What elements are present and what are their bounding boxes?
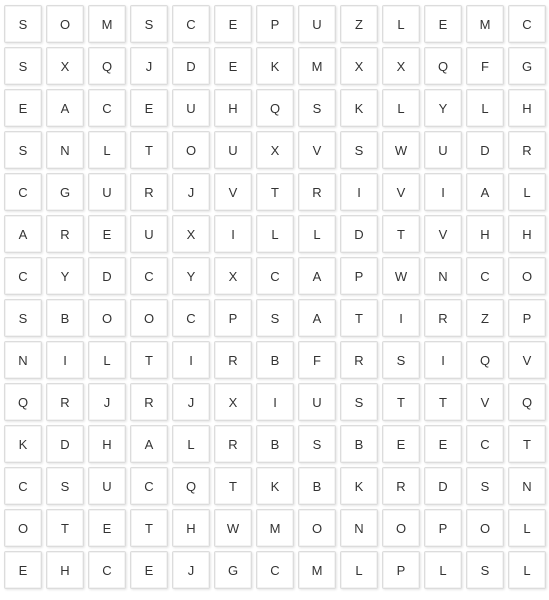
letter-cell[interactable]: H — [508, 89, 546, 127]
letter-cell[interactable]: P — [382, 551, 420, 589]
letter-cell[interactable]: H — [172, 509, 210, 547]
letter-cell[interactable]: A — [298, 299, 336, 337]
letter-cell[interactable]: T — [130, 341, 168, 379]
letter-cell[interactable]: R — [340, 341, 378, 379]
letter-cell[interactable]: Q — [172, 467, 210, 505]
letter-cell[interactable]: J — [172, 173, 210, 211]
letter-cell[interactable]: I — [424, 341, 462, 379]
letter-cell[interactable]: S — [466, 551, 504, 589]
letter-cell[interactable]: Y — [424, 89, 462, 127]
letter-cell[interactable]: N — [508, 467, 546, 505]
letter-cell[interactable]: S — [4, 299, 42, 337]
letter-cell[interactable]: C — [130, 257, 168, 295]
letter-cell[interactable]: S — [340, 383, 378, 421]
letter-cell[interactable]: I — [382, 299, 420, 337]
letter-cell[interactable]: U — [172, 89, 210, 127]
letter-cell[interactable]: M — [88, 5, 126, 43]
letter-cell[interactable]: K — [4, 425, 42, 463]
letter-cell[interactable]: K — [340, 467, 378, 505]
letter-cell[interactable]: D — [172, 47, 210, 85]
letter-cell[interactable]: V — [382, 173, 420, 211]
letter-cell[interactable]: X — [340, 47, 378, 85]
letter-cell[interactable]: X — [256, 131, 294, 169]
letter-cell[interactable]: Q — [88, 47, 126, 85]
letter-cell[interactable]: C — [466, 425, 504, 463]
letter-cell[interactable]: Z — [466, 299, 504, 337]
letter-cell[interactable]: I — [424, 173, 462, 211]
letter-cell[interactable]: E — [4, 89, 42, 127]
letter-cell[interactable]: G — [46, 173, 84, 211]
letter-cell[interactable]: U — [424, 131, 462, 169]
letter-cell[interactable]: C — [256, 257, 294, 295]
letter-cell[interactable]: L — [382, 5, 420, 43]
letter-cell[interactable]: Q — [424, 47, 462, 85]
letter-cell[interactable]: T — [382, 215, 420, 253]
letter-cell[interactable]: X — [214, 257, 252, 295]
letter-cell[interactable]: O — [466, 509, 504, 547]
letter-cell[interactable]: H — [214, 89, 252, 127]
letter-cell[interactable]: Y — [172, 257, 210, 295]
letter-cell[interactable]: E — [214, 5, 252, 43]
letter-cell[interactable]: L — [508, 173, 546, 211]
letter-cell[interactable]: V — [466, 383, 504, 421]
letter-cell[interactable]: O — [298, 509, 336, 547]
letter-cell[interactable]: L — [256, 215, 294, 253]
letter-cell[interactable]: R — [130, 383, 168, 421]
letter-cell[interactable]: D — [340, 215, 378, 253]
letter-cell[interactable]: C — [88, 551, 126, 589]
letter-cell[interactable]: L — [298, 215, 336, 253]
letter-cell[interactable]: X — [46, 47, 84, 85]
letter-cell[interactable]: M — [298, 551, 336, 589]
letter-cell[interactable]: R — [298, 173, 336, 211]
letter-cell[interactable]: S — [4, 47, 42, 85]
letter-cell[interactable]: E — [88, 215, 126, 253]
word-search-grid — [3, 4, 549, 592]
letter-cell[interactable]: T — [46, 509, 84, 547]
letter-cell[interactable]: O — [4, 509, 42, 547]
letter-cell[interactable]: W — [382, 131, 420, 169]
letter-cell[interactable]: A — [4, 215, 42, 253]
letter-cell[interactable]: U — [214, 131, 252, 169]
letter-cell[interactable]: E — [424, 5, 462, 43]
letter-cell[interactable]: S — [130, 5, 168, 43]
letter-cell[interactable]: U — [298, 5, 336, 43]
letter-cell[interactable]: J — [130, 47, 168, 85]
letter-cell[interactable]: B — [340, 425, 378, 463]
letter-cell[interactable]: C — [466, 257, 504, 295]
letter-cell[interactable]: V — [298, 131, 336, 169]
letter-cell[interactable]: M — [256, 509, 294, 547]
letter-cell[interactable]: C — [508, 5, 546, 43]
letter-cell[interactable]: J — [172, 551, 210, 589]
letter-cell[interactable]: S — [466, 467, 504, 505]
letter-cell[interactable]: A — [46, 89, 84, 127]
letter-cell[interactable]: Q — [4, 383, 42, 421]
letter-cell[interactable]: I — [172, 341, 210, 379]
letter-cell[interactable]: S — [340, 131, 378, 169]
letter-cell[interactable]: I — [46, 341, 84, 379]
letter-cell[interactable]: Q — [508, 383, 546, 421]
letter-cell[interactable]: A — [130, 425, 168, 463]
letter-cell[interactable]: T — [340, 299, 378, 337]
letter-cell[interactable]: P — [256, 5, 294, 43]
letter-cell[interactable]: C — [4, 257, 42, 295]
letter-cell[interactable]: C — [88, 89, 126, 127]
letter-cell[interactable]: N — [46, 131, 84, 169]
letter-cell[interactable]: P — [340, 257, 378, 295]
letter-cell[interactable]: C — [4, 467, 42, 505]
letter-cell[interactable]: O — [88, 299, 126, 337]
letter-cell[interactable]: K — [340, 89, 378, 127]
letter-cell[interactable]: D — [88, 257, 126, 295]
letter-cell[interactable]: U — [298, 383, 336, 421]
letter-cell[interactable]: R — [424, 299, 462, 337]
letter-cell[interactable]: H — [508, 215, 546, 253]
letter-cell[interactable]: C — [130, 467, 168, 505]
letter-cell[interactable]: O — [382, 509, 420, 547]
letter-cell[interactable]: F — [466, 47, 504, 85]
letter-cell[interactable]: V — [424, 215, 462, 253]
letter-cell[interactable]: R — [214, 341, 252, 379]
letter-cell[interactable]: U — [88, 173, 126, 211]
letter-cell[interactable]: W — [214, 509, 252, 547]
letter-cell[interactable]: C — [256, 551, 294, 589]
letter-cell[interactable]: T — [130, 131, 168, 169]
letter-cell[interactable]: O — [172, 131, 210, 169]
letter-cell[interactable]: R — [130, 173, 168, 211]
letter-cell[interactable]: R — [214, 425, 252, 463]
letter-cell[interactable]: S — [46, 467, 84, 505]
letter-cell[interactable]: V — [508, 341, 546, 379]
letter-cell[interactable]: H — [46, 551, 84, 589]
letter-cell[interactable]: S — [4, 131, 42, 169]
letter-cell[interactable]: L — [424, 551, 462, 589]
letter-cell[interactable]: T — [214, 467, 252, 505]
letter-cell[interactable]: E — [4, 551, 42, 589]
letter-cell[interactable]: Q — [466, 341, 504, 379]
letter-cell[interactable]: B — [256, 341, 294, 379]
letter-cell[interactable]: X — [214, 383, 252, 421]
letter-cell[interactable]: I — [340, 173, 378, 211]
letter-cell[interactable]: O — [508, 257, 546, 295]
letter-cell[interactable]: S — [382, 341, 420, 379]
letter-cell[interactable]: Y — [46, 257, 84, 295]
letter-cell[interactable]: C — [4, 173, 42, 211]
letter-cell[interactable]: D — [466, 131, 504, 169]
letter-cell[interactable]: A — [466, 173, 504, 211]
letter-cell[interactable]: L — [172, 425, 210, 463]
letter-cell[interactable]: N — [4, 341, 42, 379]
letter-cell[interactable]: B — [46, 299, 84, 337]
letter-cell[interactable]: H — [466, 215, 504, 253]
letter-cell[interactable]: P — [424, 509, 462, 547]
letter-cell[interactable]: X — [172, 215, 210, 253]
letter-cell[interactable]: B — [298, 467, 336, 505]
letter-cell[interactable]: L — [466, 89, 504, 127]
letter-cell[interactable]: Q — [256, 89, 294, 127]
letter-cell[interactable]: G — [214, 551, 252, 589]
letter-cell[interactable]: E — [130, 89, 168, 127]
letter-cell[interactable]: G — [508, 47, 546, 85]
letter-cell[interactable]: E — [382, 425, 420, 463]
letter-cell[interactable]: E — [88, 509, 126, 547]
letter-cell[interactable]: R — [46, 383, 84, 421]
letter-cell[interactable]: V — [214, 173, 252, 211]
letter-cell[interactable]: R — [46, 215, 84, 253]
letter-cell[interactable]: T — [256, 173, 294, 211]
letter-cell[interactable]: L — [508, 551, 546, 589]
letter-cell[interactable]: R — [508, 131, 546, 169]
letter-cell[interactable]: N — [424, 257, 462, 295]
letter-cell[interactable]: B — [256, 425, 294, 463]
letter-cell[interactable]: W — [382, 257, 420, 295]
letter-cell[interactable]: C — [172, 5, 210, 43]
letter-cell[interactable]: C — [172, 299, 210, 337]
letter-cell[interactable]: P — [214, 299, 252, 337]
letter-cell[interactable]: F — [298, 341, 336, 379]
letter-cell[interactable]: T — [424, 383, 462, 421]
letter-cell[interactable]: L — [508, 509, 546, 547]
letter-cell[interactable]: I — [214, 215, 252, 253]
letter-cell[interactable]: D — [46, 425, 84, 463]
letter-cell[interactable]: O — [130, 299, 168, 337]
letter-cell[interactable]: K — [256, 467, 294, 505]
letter-cell[interactable]: R — [382, 467, 420, 505]
letter-cell[interactable]: J — [172, 383, 210, 421]
letter-cell[interactable]: L — [340, 551, 378, 589]
letter-cell[interactable]: S — [298, 425, 336, 463]
letter-cell[interactable]: K — [256, 47, 294, 85]
letter-cell[interactable]: X — [382, 47, 420, 85]
letter-cell[interactable]: L — [382, 89, 420, 127]
letter-cell[interactable]: T — [508, 425, 546, 463]
letter-cell[interactable]: S — [298, 89, 336, 127]
letter-cell[interactable]: Z — [340, 5, 378, 43]
letter-cell[interactable]: N — [340, 509, 378, 547]
letter-cell[interactable]: O — [46, 5, 84, 43]
letter-cell[interactable]: I — [256, 383, 294, 421]
letter-cell[interactable]: E — [424, 425, 462, 463]
letter-cell[interactable]: U — [88, 467, 126, 505]
letter-cell[interactable]: L — [88, 341, 126, 379]
letter-cell[interactable]: M — [298, 47, 336, 85]
letter-cell[interactable]: T — [130, 509, 168, 547]
letter-cell[interactable]: D — [424, 467, 462, 505]
letter-cell[interactable]: S — [4, 5, 42, 43]
letter-cell[interactable]: H — [88, 425, 126, 463]
letter-cell[interactable]: A — [298, 257, 336, 295]
letter-cell[interactable]: U — [130, 215, 168, 253]
letter-cell[interactable]: P — [508, 299, 546, 337]
letter-cell[interactable]: T — [382, 383, 420, 421]
letter-cell[interactable]: S — [256, 299, 294, 337]
letter-cell[interactable]: J — [88, 383, 126, 421]
letter-cell[interactable]: E — [130, 551, 168, 589]
letter-cell[interactable]: L — [88, 131, 126, 169]
letter-cell[interactable]: E — [214, 47, 252, 85]
letter-cell[interactable]: M — [466, 5, 504, 43]
